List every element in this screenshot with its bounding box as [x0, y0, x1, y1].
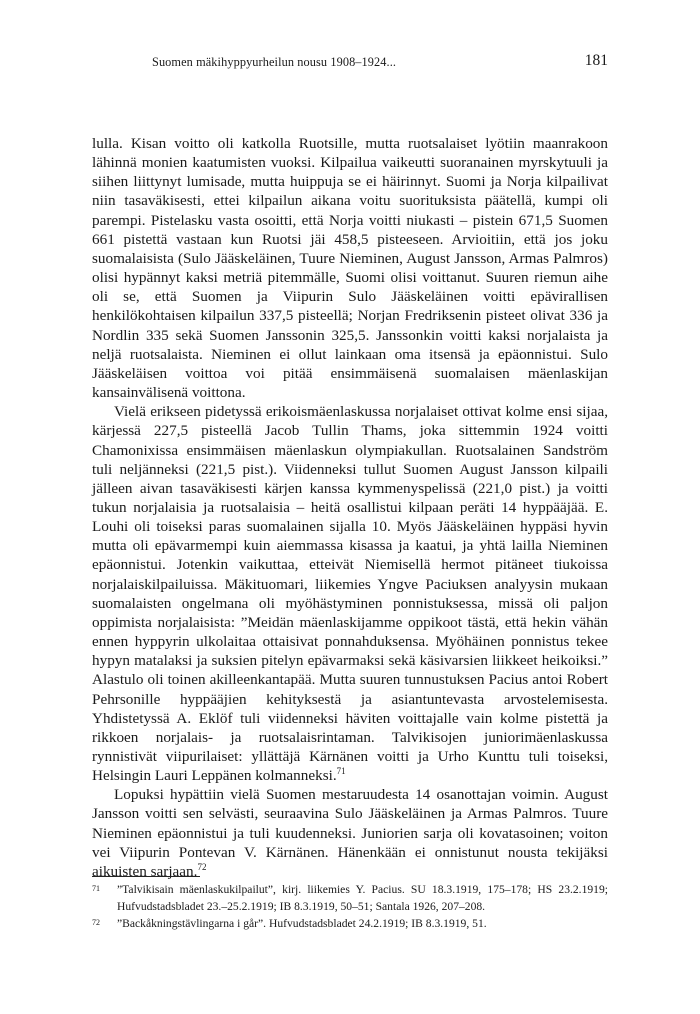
paragraph — [92, 402, 608, 785]
paragraph-text: Vielä erikseen pidetyssä erikoismäenlaskussa norjalaiset ottivat kolme ensi sijaa, kärjessä 227,5 pisteellä Jacob Tullin Thams, joka sittemmin 1924 voitti Chamonixissa ensimmäisen mäenlaskun olympiakullan. Ruotsalainen Sandström tuli neljänneksi (221,5 pist.). Viidenneksi tullut Suomen August Jansson kilpaili jälleen aivan tasaväkisesti kärjen kanssa kymmenyspelissä (221,0 pist.) ja voitti tukun norjalaisia ja ruotsalaisia – heitä osallistui kilpaan peräti 14 hyppääjää. E. Louhi oli toiseksi paras suomalainen sijalla 10. Myös Jääskeläinen hyppäsi hyvin mutta oli epävarmempi kuin aiemmassa kisassa ja kaatui, ja yhtä lailla Nieminen epäonnistui. Jotenkin vaikuttaa, etteivät Niemisellä hermot pitäneet tiukoissa norjalaiskilpailuissa. Mäkituomari, liikemies Yngve Paciuksen analyysin mukaan suomalaisten ongelmana oli myöhästyminen ponnistuksessa, missä oli paljon oppimista norjalaisista: ”Meidän mäenlaskijamme oppikoot tästä, että hekin vähän ennen hyppyrin ulkolaitaa ottaisivat ponnahduksensa. Myöhäinen ponnistus tekee hypyn matalaksi ja suksien pitelyn epävarmaksi sekä käsivarsien liikkeet heikoiksi.” Alastulo oli toinen akilleenkantapää. Mutta suuren tunnustuksen Pacius antoi Robert Pehrsonille hyppääjien kehityksestä ja asiantuntevasta arvostelemisesta. Yhdistetyssä A. Eklöf tuli viidenneksi häviten voittajalle vain kolme pistettä ja rikkoen norjalais- ja ruotsalaisrintaman. Talvikisojen juniorimäenlaskussa rynnistivät viipurilaiset: yllättäjä Kärnänen voitti ja Urho Kunttu tuli toiseksi, Helsingin Lauri Leppänen kolmanneksi. — [92, 403, 608, 785]
paragraph — [92, 134, 608, 402]
paragraph-text: Lopuksi hypättiin vielä Suomen mestaruudesta 14 osanottajan voimin. August Jansson voitti sen selvästi, seuraavina Sulo Jääskeläinen ja Armas Palmros. Tuure Nieminen epäonnistui ja tuli kuudenneksi. Juniorien sarja oli kovatasoinen; voiton vei Viipurin Pontevan V. Kärnänen. Hänenkään ei onnistunut nousta tekijäksi aikuisten sarjaan. — [92, 786, 608, 880]
footnote — [92, 915, 608, 932]
footnote-text: ”Talvikisain mäenlaskukilpailut”, kirj. liikemies Y. Pacius. SU 18.3.1919, 175–178; HS 23.2.1919; Hufvudstadsbladet 23.–25.2.1919; IB 8.3.1919, 50–51; Santala 1926, 207–208. — [117, 883, 608, 913]
page-header — [92, 52, 608, 72]
footnotes — [92, 881, 608, 932]
footnote-text: ”Backåkningstävlingarna i går”. Hufvudstadsbladet 24.2.1919; IB 8.3.1919, 51. — [117, 917, 487, 930]
paragraph — [92, 785, 608, 881]
footnote-number: 71 — [92, 884, 100, 893]
footnote-reference[interactable]: 71 — [336, 766, 346, 777]
page-number: 181 — [584, 52, 608, 69]
footnote-number: 72 — [92, 918, 100, 927]
running-head: Suomen mäkihyppyurheilun nousu 1908–1924... — [152, 55, 397, 69]
footnote — [92, 881, 608, 915]
footnote-reference[interactable]: 72 — [197, 861, 207, 872]
footnote-divider — [92, 876, 200, 877]
body-text — [92, 134, 608, 881]
paragraph-text: lulla. Kisan voitto oli katkolla Ruotsille, mutta ruotsalaiset lyötiin maanrakoon lähinnä monien kaatumisten vuoksi. Kilpailua vaikeutti suoranainen myrskytuuli ja siihen liittynyt lumisade, mutta huippuja se ei häirinnyt. Suomi ja Norja kilpailivat niin tasaväkisesti, ettei kilpailun aikana voitu suorituksista päätellä, kumpi oli parempi. Pistelasku vasta osoitti, että Norja voitti niukasti – pistein 671,5 Suomen 661 pistettä vastaan kun Ruotsi jäi 458,5 pisteeseen. Arvioitiin, että jos joku suomalaisista (Sulo Jääskeläinen, Tuure Nieminen, August Jansson, Armas Palmros) olisi hypännyt kaksi metriä pitemmälle, Suomi olisi voittanut. Suuren riemun aihe oli se, että Suomen ja Viipurin Sulo Jääskeläinen voitti epävirallisen henkilökohtaisen kilpailun 337,5 pisteellä; Norjan Fredriksenin pisteet olivat 336 ja Nordlin 335 sekä Suomen Janssonin 325,5. Janssonkin voitti kaksi norjalaista ja neljä ruotsalaista. Nieminen ei ollut lainkaan oma itsensä ja epäonnistui. Sulo Jääskeläisen voittoa voi pitää ensimmäisenä suomalaisen mäenlaskijan kansainvälisenä voittona. — [92, 135, 608, 402]
